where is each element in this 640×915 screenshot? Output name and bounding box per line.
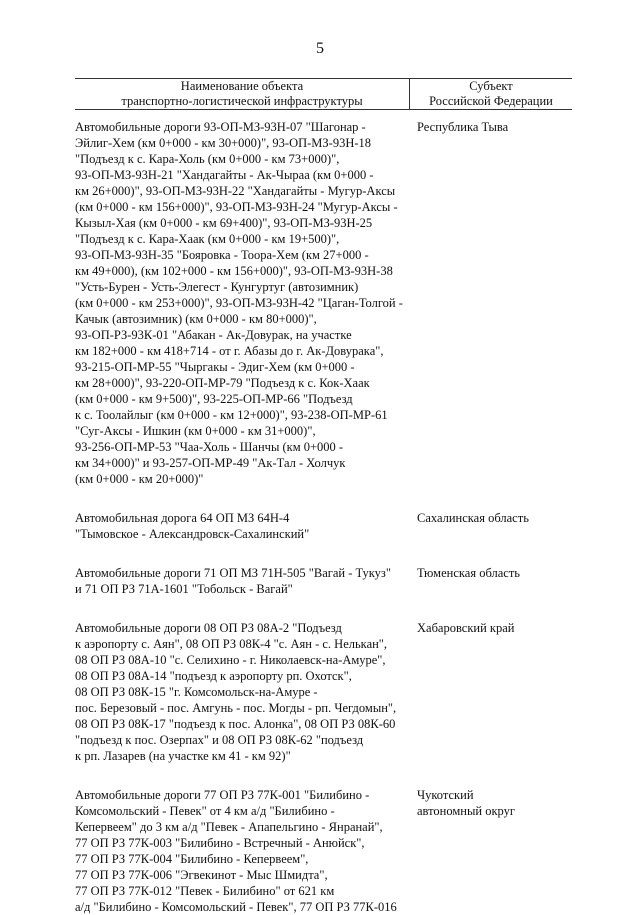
- header-object-name-line: Наименование объекта: [180, 79, 304, 93]
- object-name-line: 93-256-ОП-МР-53 "Чаа-Холь - Шанчы (км 0+000 -: [75, 440, 344, 454]
- object-name-line: 77 ОП РЗ 77К-004 "Билибино - Кепервеем",: [75, 852, 309, 866]
- table-header: [75, 78, 572, 110]
- object-name-line: "подъезд к пос. Озерпах" и 08 ОП РЗ 08К-62 "подъезд: [75, 733, 364, 747]
- object-name-line: км 26+000)", 93-ОП-МЗ-93Н-22 "Хандагайты - Мугур-Аксы: [75, 184, 396, 198]
- object-name-line: 93-215-ОП-МР-55 "Чыргакы - Эдиг-Хем (км 0+000 -: [75, 360, 355, 374]
- header-object-name-line: транспортно-логистической инфраструктуры: [121, 94, 363, 108]
- federal-subject: [417, 565, 572, 597]
- object-name-line: Автомобильные дороги 08 ОП РЗ 08А-2 "Подъезд: [75, 621, 342, 635]
- object-name-line: 77 ОП РЗ 77К-006 "Эгвекинот - Мыс Шмидта",: [75, 868, 328, 882]
- header-subject-line: Субъект: [469, 79, 513, 93]
- object-name-line: Кызыл-Хая (км 0+000 - км 69+400)", 93-ОП-МЗ-93Н-25: [75, 216, 373, 230]
- header-subject-line: Российской Федерации: [429, 94, 553, 108]
- object-name-line: 93-ОП-РЗ-93К-01 "Абакан - Ак-Довурак, на участке: [75, 328, 352, 342]
- object-name-line: 08 ОП РЗ 08А-10 "с. Селихино - г. Николаевск-на-Амуре",: [75, 653, 386, 667]
- object-name-line: (км 0+000 - км 253+000)", 93-ОП-МЗ-93Н-42 "Цаган-Толгой -: [75, 296, 403, 310]
- object-name-line: 93-ОП-МЗ-93Н-21 "Хандагайты - Ак-Чыраа (км 0+000 -: [75, 168, 374, 182]
- object-name-line: "Суг-Аксы - Ишкин (км 0+000 - км 31+000)",: [75, 424, 316, 438]
- object-name-line: (км 0+000 - км 9+500)", 93-225-ОП-МР-66 "Подъезд: [75, 392, 353, 406]
- object-name-line: к рп. Лазарев (на участке км 41 - км 92)": [75, 749, 291, 763]
- object-name-line: пос. Березовый - пос. Амгунь - пос. Могды - рп. Чегдомын",: [75, 701, 397, 715]
- federal-subject-line: Сахалинская область: [417, 511, 529, 525]
- object-name-line: Автомобильные дороги 77 ОП РЗ 77К-001 "Билибино -: [75, 788, 370, 802]
- object-name-line: (км 0+000 - км 156+000)", 93-ОП-МЗ-93Н-24 "Мугур-Аксы -: [75, 200, 398, 214]
- federal-subject-line: Тюменская область: [417, 566, 520, 580]
- federal-subject-line: Чукотский: [417, 788, 474, 802]
- page-number: 5: [316, 40, 324, 57]
- object-name-line: 08 ОП РЗ 08А-14 "подъезд к аэропорту рп. Охотск",: [75, 669, 352, 683]
- object-name: [75, 119, 417, 487]
- object-name-line: к с. Тоолайлыг (км 0+000 - км 12+000)", 93-238-ОП-МР-61: [75, 408, 388, 422]
- object-name-line: км 34+000)" и 93-257-ОП-МР-49 "Ак-Тал - Холчук: [75, 456, 346, 470]
- object-name-line: и 71 ОП РЗ 71А-1601 "Тобольск - Вагай": [75, 582, 293, 596]
- object-name-line: Автомобильные дороги 71 ОП МЗ 71Н-505 "Вагай - Тукуз": [75, 566, 391, 580]
- object-name-line: км 49+000), (км 102+000 - км 156+000)", 93-ОП-МЗ-93Н-38: [75, 264, 393, 278]
- header-subject: [409, 79, 572, 109]
- table-row: [75, 565, 572, 597]
- federal-subject: [417, 119, 572, 487]
- federal-subject-line: Республика Тыва: [417, 120, 509, 134]
- object-name-line: 08 ОП РЗ 08К-15 "г. Комсомольск-на-Амуре -: [75, 685, 318, 699]
- federal-subject-line: автономный округ: [417, 804, 515, 818]
- object-name-line: "Подъезд к с. Кара-Холь (км 0+000 - км 73+000)",: [75, 152, 340, 166]
- object-name-line: Кепервеем" до 3 км а/д "Певек - Апапельгино - Янранай",: [75, 820, 383, 834]
- object-name: [75, 620, 417, 764]
- table-row: [75, 620, 572, 764]
- table-row: [75, 787, 572, 915]
- object-name-line: (км 0+000 - км 20+000)": [75, 472, 204, 486]
- federal-subject-line: Хабаровский край: [417, 621, 515, 635]
- object-name: [75, 565, 417, 597]
- object-name: [75, 510, 417, 542]
- object-name-line: км 182+000 - км 418+714 - от г. Абазы до г. Ак-Довурака",: [75, 344, 384, 358]
- table-row: [75, 119, 572, 487]
- federal-subject: [417, 787, 572, 915]
- object-name: [75, 787, 417, 915]
- header-object-name: [75, 79, 409, 109]
- object-name-line: Качык (автозимник) (км 0+000 - км 80+000)",: [75, 312, 317, 326]
- object-name-line: Автомобильные дороги 93-ОП-МЗ-93Н-07 "Шагонар -: [75, 120, 366, 134]
- table-row: [75, 510, 572, 542]
- object-name-line: а/д "Билибино - Комсомольский - Певек", 77 ОП РЗ 77К-016: [75, 900, 397, 914]
- object-name-line: к аэропорту с. Аян", 08 ОП РЗ 08К-4 "с. Аян - с. Нелькан",: [75, 637, 388, 651]
- federal-subject: [417, 620, 572, 764]
- object-name-line: 08 ОП РЗ 08К-17 "подъезд к пос. Алонка", 08 ОП РЗ 08К-60: [75, 717, 396, 731]
- object-name-line: км 28+000)", 93-220-ОП-МР-79 "Подъезд к с. Кок-Хаак: [75, 376, 370, 390]
- federal-subject: [417, 510, 572, 542]
- object-name-line: Эйлиг-Хем (км 0+000 - км 30+000)", 93-ОП-МЗ-93Н-18: [75, 136, 372, 150]
- object-name-line: Комсомольский - Певек" от 4 км а/д "Билибино -: [75, 804, 335, 818]
- object-name-line: Автомобильная дорога 64 ОП МЗ 64Н-4: [75, 511, 290, 525]
- table-body: [75, 119, 572, 915]
- object-name-line: 77 ОП РЗ 77К-012 "Певек - Билибино" от 621 км: [75, 884, 335, 898]
- object-name-line: "Подъезд к с. Кара-Хаак (км 0+000 - км 19+500)",: [75, 232, 340, 246]
- object-name-line: 93-ОП-МЗ-93Н-35 "Бояровка - Тоора-Хем (км 27+000 -: [75, 248, 369, 262]
- object-name-line: 77 ОП РЗ 77К-003 "Билибино - Встречный - Анюйск",: [75, 836, 365, 850]
- object-name-line: "Усть-Бурен - Усть-Элегест - Кунгуртуг (автозимник): [75, 280, 359, 294]
- object-name-line: "Тымовское - Александровск-Сахалинский": [75, 527, 310, 541]
